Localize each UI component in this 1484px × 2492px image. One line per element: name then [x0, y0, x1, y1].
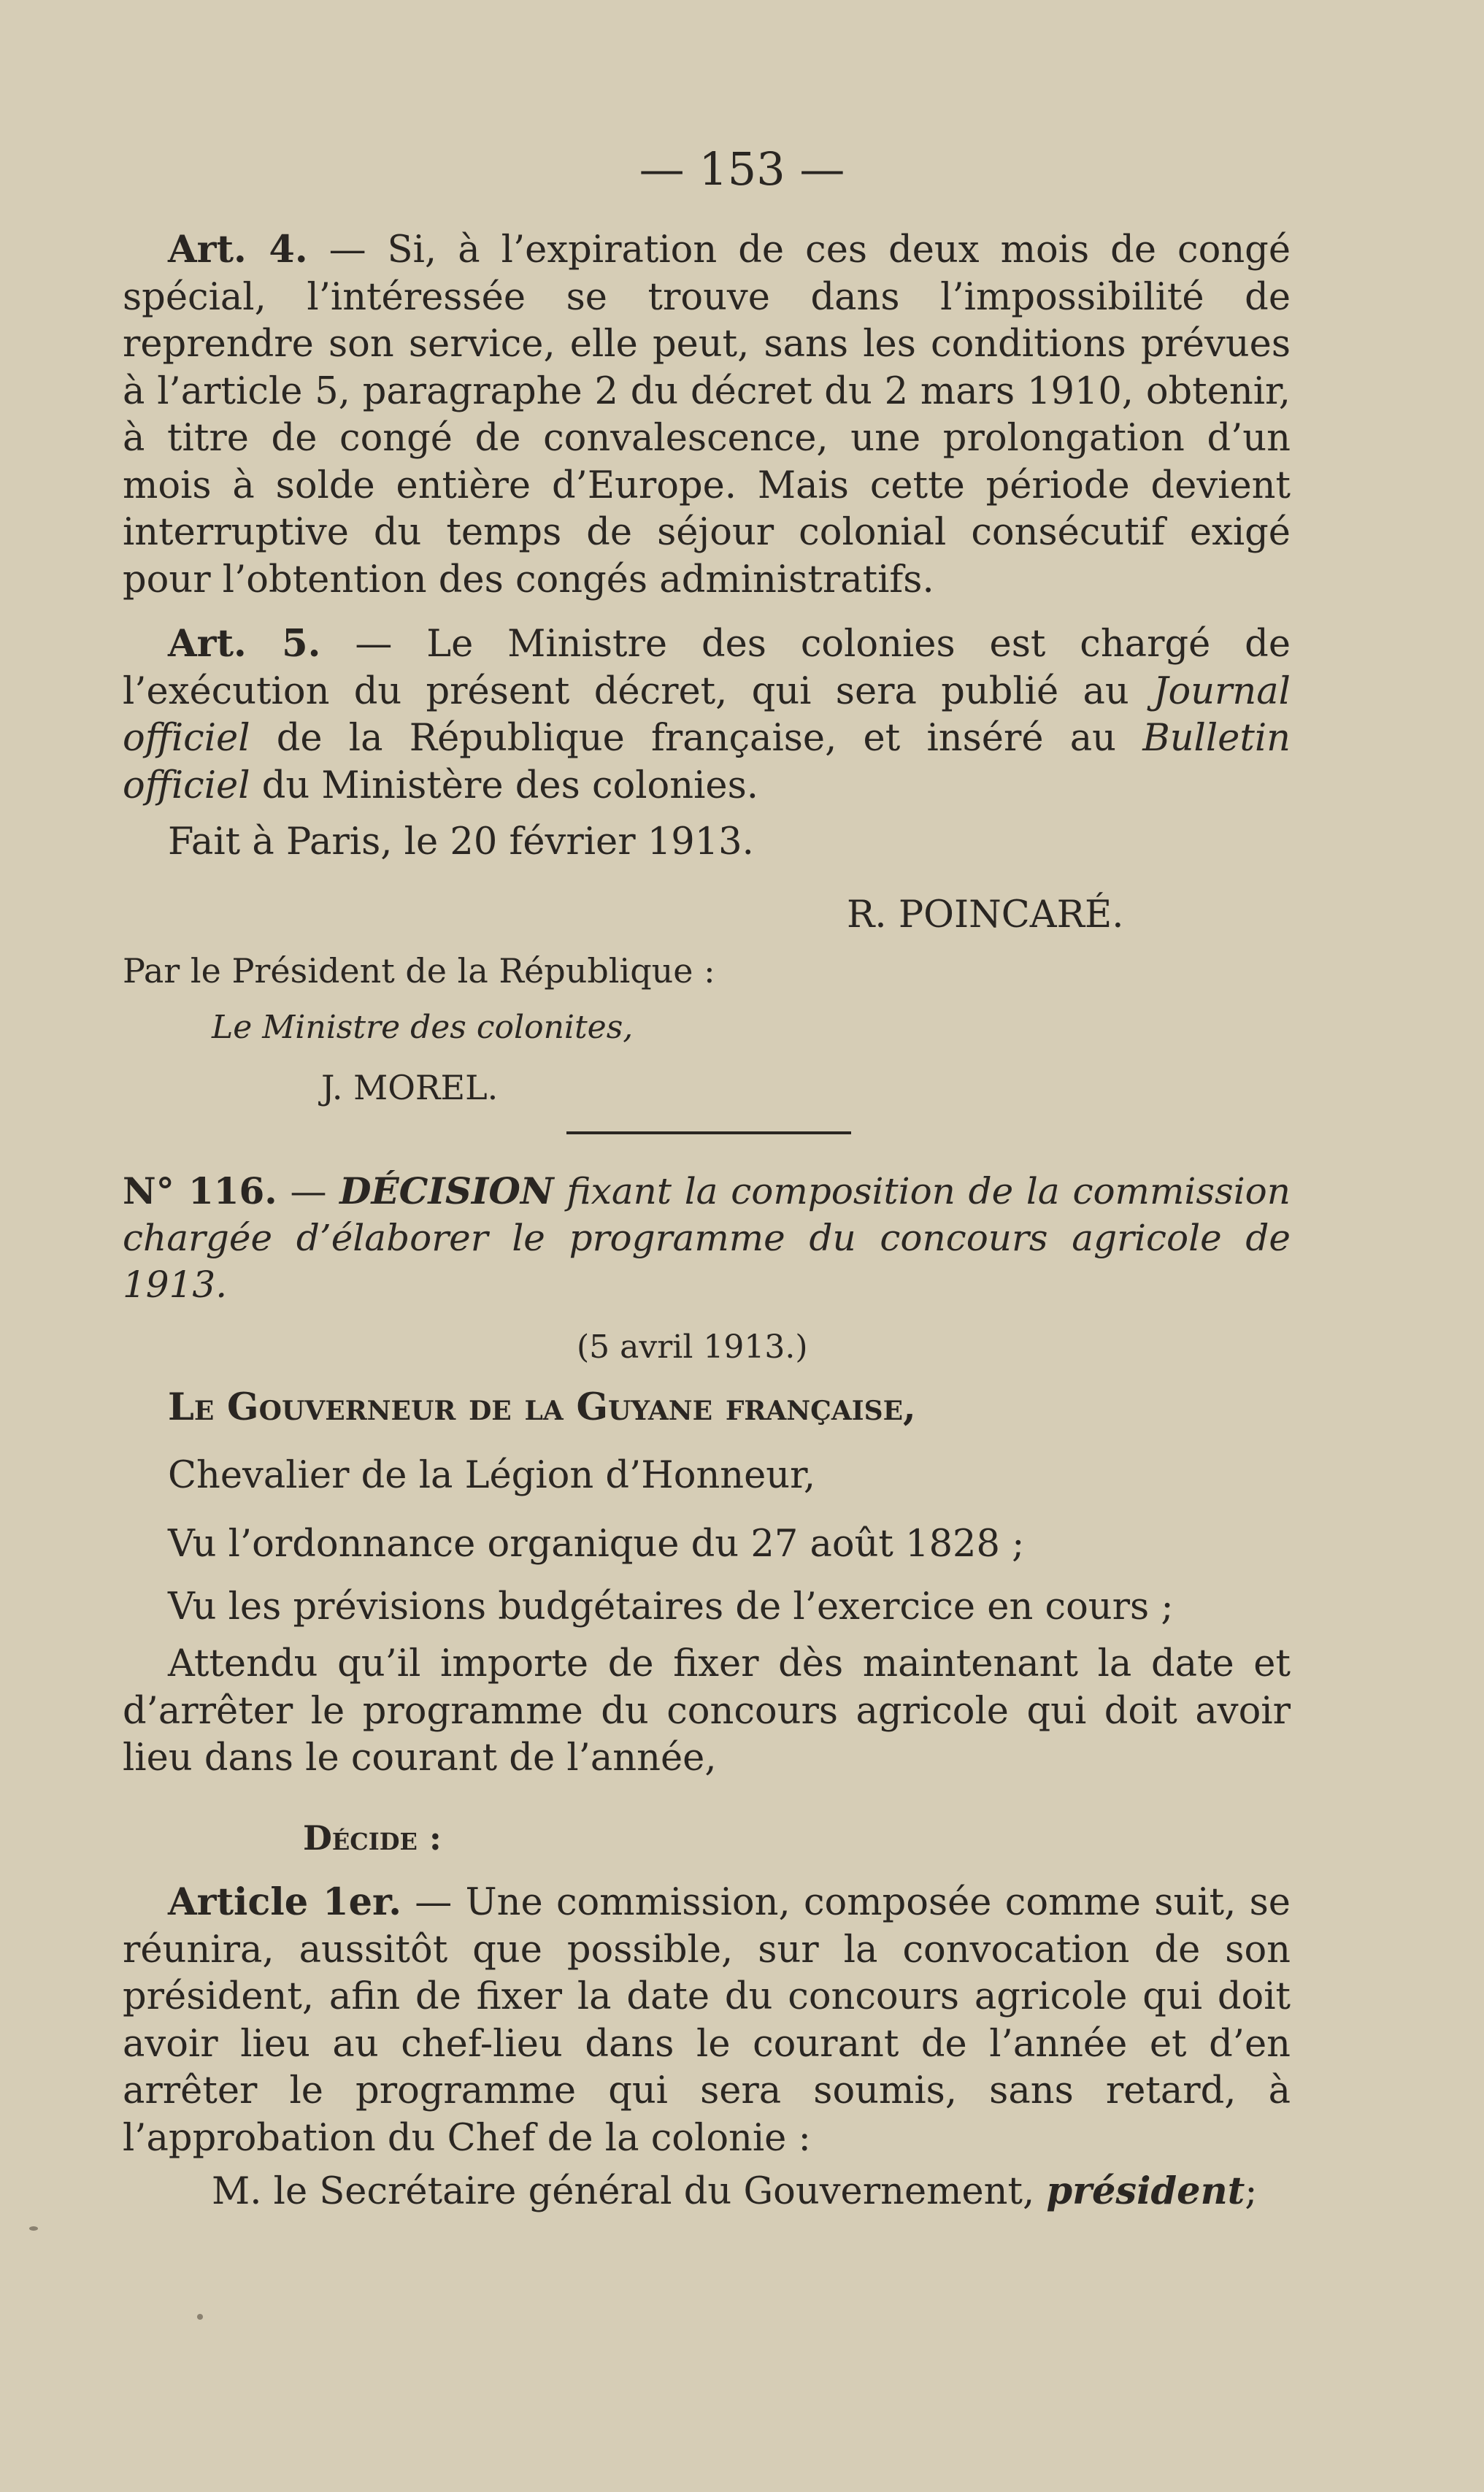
gouverneur: [168, 1384, 916, 1431]
chevalier: Chevalier de la Légion d’Honneur,: [168, 1454, 816, 1497]
article-1-text: — Une commission, composée comme suit, se réunira, aussitôt que possible, sur la convocation de son président, afin de fixer la date du concours agricole qui doit avoir lieu au chef-lieu dans le courant de l’année et d’en arrêter le programme qui sera soumis, sans retard, à l’approbation du Chef de la colonie :: [123, 1881, 1291, 2160]
signature-morel: J. MOREL.: [321, 1068, 499, 1107]
paper-speck: [29, 2226, 38, 2231]
separator-rule: [566, 1131, 851, 1134]
decision-title: fixant la composition de la commission chargée d’élaborer le programme du concours agricole de 1913.: [123, 1170, 1291, 1306]
decision-dash: —: [277, 1170, 340, 1212]
article-4-label: Art. 4.: [168, 228, 308, 272]
journal-officiel: Journal officiel: [123, 669, 1291, 760]
article-4-text: — Si, à l’expiration de ces deux mois de congé spécial, l’intéressée se trouve dans l’impossibilité de reprendre son service, elle peut, sans les conditions prévues à l’article 5, paragraphe 2 du décret du 2 mars 1910, obtenir, à titre de congé de convalescence, une prolongation d’un mois à solde entière d’Europe. Mais cette période devient interruptive du temps de séjour colonial consécutif exigé pour l’obtention des congés administratifs.: [123, 228, 1291, 601]
paper-speck: [197, 2314, 203, 2320]
attendu: Attendu qu’il importe de fixer dès maintenant la date et d’arrêter le programme du concours agricole qui doit avoir lieu dans le courant de l’année,: [123, 1642, 1291, 1780]
gouverneur-text: Le Gouverneur de la Guyane française,: [168, 1385, 916, 1429]
article-5: [123, 620, 1291, 809]
decision-number: N° 116.: [123, 1169, 277, 1212]
signature-poincare: R. POINCARÉ.: [847, 893, 1124, 937]
article-4: [123, 226, 1291, 604]
article-1-label: Article 1er.: [168, 1880, 401, 1924]
secretaire-end: ;: [1245, 2170, 1258, 2213]
fait-a-paris: Fait à Paris, le 20 février 1913.: [168, 820, 754, 864]
vu-previsions: Vu les prévisions budgétaires de l’exercice en cours ;: [168, 1585, 1174, 1628]
article-1: [123, 1879, 1291, 2162]
decide: [303, 1815, 442, 1861]
secretaire-role: président: [1046, 2169, 1245, 2213]
article-5-text-before: — Le Ministre des colonies est chargé de l’exécution du présent décret, qui sera publié au: [123, 623, 1291, 713]
secretaire-general: [212, 2168, 1257, 2215]
article-5-text-after: du Ministère des colonies.: [250, 764, 758, 807]
decision-heading: [123, 1168, 1291, 1308]
par-le-president: Par le Président de la République :: [123, 951, 715, 991]
vu-ordonnance: Vu l’ordonnance organique du 27 août 1828 ;: [168, 1523, 1025, 1566]
decision-date: (5 avril 1913.): [577, 1328, 808, 1366]
bulletin-officiel: Bulletin officiel: [123, 717, 1291, 807]
ministre-des-colonies: Le Ministre des colonites,: [212, 1009, 634, 1046]
article-5-label: Art. 5.: [168, 622, 321, 666]
article-5-text-middle: de la République française, et inséré au: [250, 717, 1143, 760]
decide-text: Décide :: [303, 1818, 442, 1858]
page-number: — 153 —: [639, 142, 845, 196]
secretaire-text: M. le Secrétaire général du Gouvernement,: [212, 2170, 1047, 2213]
decision-title-caps: DÉCISION: [339, 1169, 554, 1212]
